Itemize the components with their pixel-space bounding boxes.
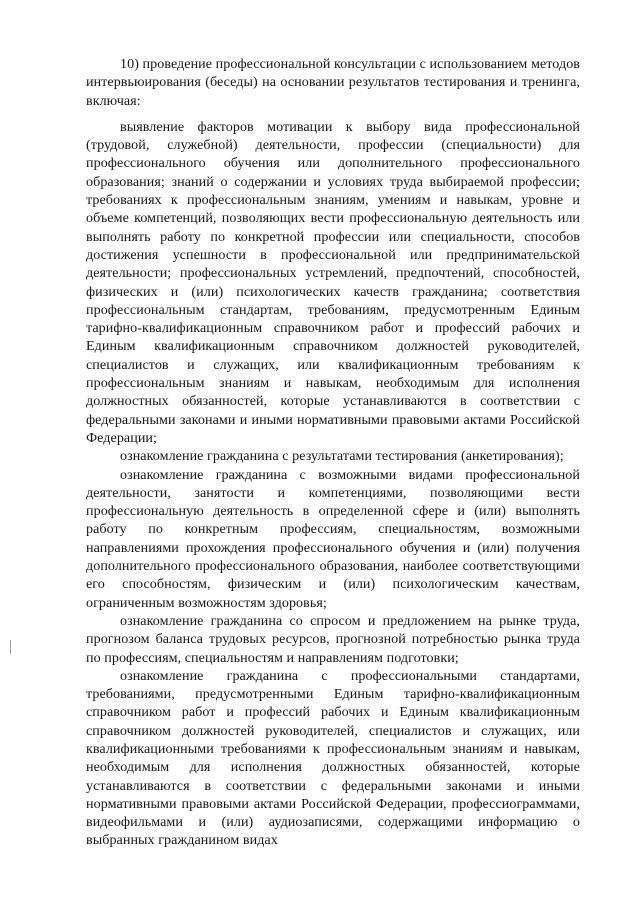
paragraph-activity-types: ознакомление гражданина с возможными видами профессиональной деятельности, занятости и компетенциями, позволяющими вести профессиональную деятельность в определенной сфере и (или) выполнять работу по конкретным профессиям, специальностям, возможными направлениями прохождения профессионального обучения и (или) получения дополнительного профессионального образования, наиболее соответствующими его способностям, физическим и (или) психологическим качествам, ограниченным возможностям здоровья; [86, 466, 580, 611]
scan-artifact-mark [10, 640, 11, 654]
paragraph-test-results: ознакомление гражданина с результатами тестирования (анкетирования); [120, 448, 564, 465]
paragraph-motivation-factors: выявление факторов мотивации к выбору вида профессиональной (трудовой, служебной) деятельности, профессии (специальности) для профессионального обучения или дополнительного профессионального образования; знаний о содержании и условиях труда выбираемой профессии; требованиях к профессиональным знаниям, умениям и навыкам, уровне и объеме компетенций, позволяющих вести профессиональную деятельность или выполнять работу по конкретной профессии или специальности, способов достижения успешности в профессиональной или предпринимательской деятельности; профессиональных устремлений, предпочтений, способностей, физических и (или) психологических качеств гражданина; соответствия профессиональным стандартам, требованиям, предусмотренным Единым тарифно-квалификационным справочником работ и профессий рабочих и Единым квалификационным справочником должностей руководителей, специалистов и служащих, или квалификационным требованиям к профессиональным знаниям и навыкам, необходимым для исполнения должностных обязанностей, которые устанавливаются в соответствии с федеральными законами и иными нормативными правовыми актами Российской Федерации; [86, 118, 580, 446]
paragraph-10-consultation: 10) проведение профессиональной консультации с использованием методов интервьюирования (беседы) на основании результатов тестирования и тренинга, включая: [86, 56, 580, 109]
document-body [86, 55, 580, 850]
paragraph-labor-market: ознакомление гражданина со спросом и предложением на рынке труда, прогнозом баланса трудовых ресурсов, прогнозной потребностью рынка труда по профессиям, специальностям и направлениям подготовки; [86, 612, 580, 666]
paragraph-standards: ознакомление гражданина с профессиональными стандартами, требованиями, предусмотренными Единым тарифно-квалификационным справочником работ и профессий рабочих и Единым квалификационным справочником должностей руководителей, специалистов и служащих, или квалификационными требованиями к профессиональным знаниям и навыкам, необходимым для исполнения должностных обязанностей, которые устанавливаются в соответствии с федеральными законами и иными нормативными правовыми актами Российской Федерации, профессиограммами, видеофильмами и (или) аудиозаписями, содержащими информацию о выбранных гражданином видах [86, 667, 580, 849]
